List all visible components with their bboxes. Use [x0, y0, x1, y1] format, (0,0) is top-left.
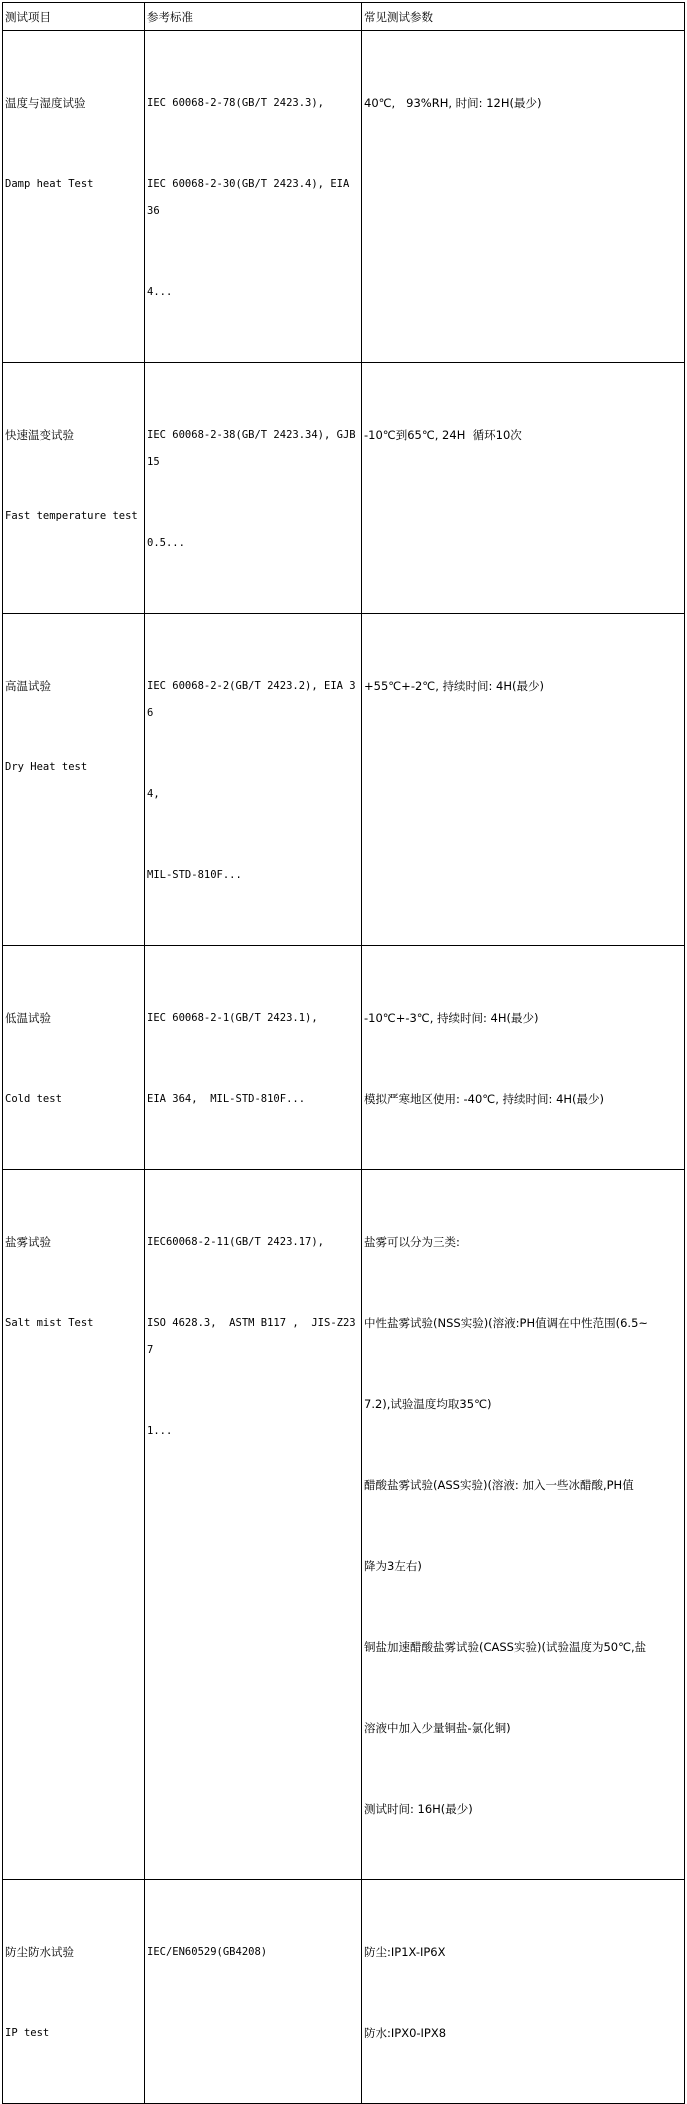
parameter-line: 模拟严寒地区使用: -40℃, 持续时间: 4H(最少): [364, 1092, 605, 1106]
cell-test-parameters: [362, 1170, 685, 1880]
parameter-line: -10℃+-3℃, 持续时间: 4H(最少): [364, 1011, 539, 1025]
cell-test-item: [3, 1880, 145, 2104]
cell-reference-standard: [145, 1170, 362, 1880]
cell-test-item: [3, 946, 145, 1170]
cell-reference-standard: [145, 363, 362, 614]
cell-reference-standard: [145, 1880, 362, 2104]
standard-line: IEC/EN60529(GB4208): [147, 1946, 268, 1958]
standard-line: IEC 60068-2-1(GB/T 2423.1),: [147, 1012, 318, 1024]
header-test-item: 测试项目: [3, 3, 145, 31]
standard-line: ISO 4628.3, ASTM B117 , JIS-Z237: [147, 1317, 356, 1356]
parameter-line: 防尘:IP1X-IP6X: [364, 1945, 446, 1959]
parameter-line: 铜盐加速醋酸盐雾试验(CASS实验)(试验温度为50℃,盐: [364, 1640, 647, 1654]
header-reference-standard: 参考标准: [145, 3, 362, 31]
standard-line: 1...: [147, 1425, 173, 1437]
item-name-en: Salt mist Test: [5, 1317, 94, 1329]
standard-line: IEC60068-2-11(GB/T 2423.17),: [147, 1236, 325, 1248]
standard-line: MIL-STD-810F...: [147, 869, 242, 881]
standard-line: 4,: [147, 788, 160, 800]
parameter-line: 测试时间: 16H(最少): [364, 1802, 473, 1816]
item-name-cn: 快速温变试验: [5, 428, 74, 442]
item-name-cn: 温度与湿度试验: [5, 96, 86, 110]
parameter-line: -10℃到65℃, 24H 循环10次: [364, 428, 522, 442]
parameter-line: 醋酸盐雾试验(ASS实验)(溶液: 加入一些冰醋酸,PH值: [364, 1478, 634, 1492]
item-name-en: IP test: [5, 2027, 50, 2039]
cell-test-parameters: [362, 614, 685, 946]
item-name-cn: 盐雾试验: [5, 1235, 51, 1249]
standard-line: IEC 60068-2-30(GB/T 2423.4), EIA 36: [147, 178, 356, 217]
table-row: [3, 1170, 685, 1880]
parameter-line: 盐雾可以分为三类:: [364, 1235, 460, 1249]
standard-line: IEC 60068-2-38(GB/T 2423.34), GJB15: [147, 429, 356, 468]
table-row: [3, 946, 685, 1170]
test-spec-table: [2, 2, 685, 2104]
item-name-en: Damp heat Test: [5, 178, 94, 190]
parameter-line: +55℃+-2℃, 持续时间: 4H(最少): [364, 679, 544, 693]
standard-line: IEC 60068-2-78(GB/T 2423.3),: [147, 97, 325, 109]
item-name-cn: 低温试验: [5, 1011, 51, 1025]
parameter-line: 7.2),试验温度均取35℃): [364, 1397, 492, 1411]
parameter-line: 中性盐雾试验(NSS实验)(溶液:PH值调在中性范围(6.5~: [364, 1316, 649, 1330]
header-test-parameters: 常见测试参数: [362, 3, 685, 31]
item-name-en: Cold test: [5, 1093, 62, 1105]
parameter-line: 40℃, 93%RH, 时间: 12H(最少): [364, 96, 542, 110]
cell-reference-standard: [145, 614, 362, 946]
standard-line: 4...: [147, 286, 173, 298]
cell-test-parameters: [362, 946, 685, 1170]
parameter-line: 溶液中加入少量铜盐-氯化铜): [364, 1721, 511, 1735]
cell-reference-standard: [145, 31, 362, 363]
item-name-en: Dry Heat test: [5, 761, 88, 773]
cell-reference-standard: [145, 946, 362, 1170]
table-row: [3, 31, 685, 363]
table-header-row: [3, 3, 685, 31]
table-row: [3, 614, 685, 946]
standard-line: EIA 364, MIL-STD-810F...: [147, 1093, 306, 1105]
cell-test-item: [3, 1170, 145, 1880]
cell-test-item: [3, 363, 145, 614]
cell-test-item: [3, 614, 145, 946]
item-name-cn: 高温试验: [5, 679, 51, 693]
cell-test-parameters: [362, 363, 685, 614]
parameter-line: 降为3左右): [364, 1559, 422, 1573]
standard-line: IEC 60068-2-2(GB/T 2423.2), EIA 36: [147, 680, 356, 719]
cell-test-parameters: [362, 31, 685, 363]
table-row: [3, 1880, 685, 2104]
cell-test-item: [3, 31, 145, 363]
item-name-cn: 防尘防水试验: [5, 1945, 74, 1959]
table-row: [3, 363, 685, 614]
standard-line: 0.5...: [147, 537, 185, 549]
parameter-line: 防水:IPX0-IPX8: [364, 2026, 447, 2040]
cell-test-parameters: [362, 1880, 685, 2104]
item-name-en: Fast temperature test: [5, 510, 138, 522]
